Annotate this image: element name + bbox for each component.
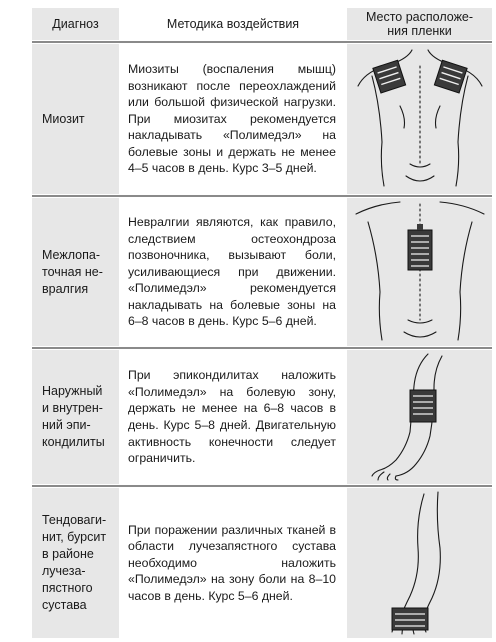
diagnosis-cell: Межлопа- точная не- вралгия (32, 198, 119, 346)
diagnosis-cell: Наружный и внутрен- ний эпи- кондилиты (32, 350, 119, 484)
upper-back-shoulders-figure (350, 46, 490, 192)
table-row (32, 198, 492, 346)
method-cell (122, 350, 344, 484)
row-separator (32, 485, 492, 487)
diagnosis-cell: Миозит (32, 44, 119, 194)
header-location: Место расположе- ния пленки (347, 8, 492, 40)
table-header-row (32, 8, 492, 40)
mid-back-spine-figure (350, 200, 490, 344)
method-text: Невралгии являются, как правило, следствием остеохондроза позвоночника, вызывают боли, усиливающиеся при движении. «Полимедэл» рекомендуется накладывать на болевые зоны на 6–8 часов в день. Курс 5–6 дней. (128, 214, 336, 329)
elbow-arm-figure (350, 352, 490, 482)
wrist-hand-figure (350, 490, 490, 636)
row-separator (32, 195, 492, 197)
header-method: Методика воздействия (122, 8, 344, 40)
table-row (32, 488, 492, 638)
table-row (32, 44, 492, 194)
method-text: При эпикондилитах наложить «Полимедэл» на болевую зону, держать не менее на 6–8 часов в день. Курс 5–8 дней. Двигательную активность конечности следует ограничить. (128, 368, 336, 466)
row-separator (32, 347, 492, 349)
method-cell (122, 488, 344, 638)
table-row (32, 350, 492, 484)
method-cell (122, 44, 344, 194)
location-cell (347, 488, 492, 638)
header-diagnosis: Диагноз (32, 8, 119, 40)
method-cell (122, 198, 344, 346)
row-separator (32, 41, 492, 43)
method-text: Миозиты (воспаления мышц) возникают после переохлаждений или большой физической нагрузки. При миозитах рекомендуется накладывать «Полимедэл» на болевые зоны и держать не менее 4–5 часов в день. Курс 3–5 дней. (128, 61, 336, 176)
location-cell (347, 198, 492, 346)
diagnosis-cell: Тендоваги- нит, бурсит в районе лучеза- пястного сустава (32, 488, 119, 638)
method-text: При поражении различных тканей в области лучезапястного сустава необходимо наложить «Полимедэл» на зону боли на 8–10 часов в день. Курс 5–6 дней. (128, 522, 336, 603)
location-cell (347, 44, 492, 194)
document-page (32, 8, 492, 638)
location-cell (347, 350, 492, 484)
